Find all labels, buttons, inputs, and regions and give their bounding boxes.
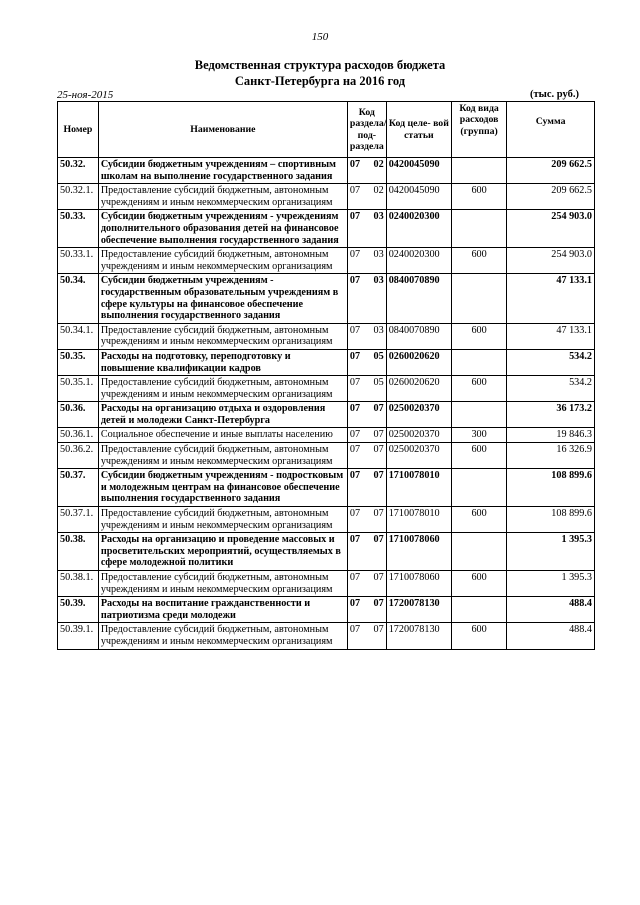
- row-section: 07: [349, 508, 361, 520]
- page-number: 150: [311, 31, 329, 43]
- table-row: [58, 210, 595, 248]
- row-name: Предоставление субсидий бюджетным, автономным учреждениям и иным некоммерческим организациям: [98, 376, 347, 402]
- row-group-code: 600: [452, 376, 507, 402]
- row-section: 07: [349, 444, 361, 456]
- row-subsection: 03: [373, 324, 384, 336]
- row-number: 50.34.: [58, 274, 99, 323]
- row-number: 50.32.: [58, 158, 99, 184]
- row-sum: 534.2: [507, 349, 595, 375]
- row-sum: 36 173.2: [507, 402, 595, 428]
- row-number: 50.39.1.: [58, 623, 99, 649]
- row-target-code: 1710078010: [386, 469, 451, 507]
- row-name: Предоставление субсидий бюджетным, автономным учреждениям и иным некоммерческим организациям: [98, 248, 347, 274]
- table-row: [58, 323, 595, 349]
- row-section: 07: [349, 534, 361, 546]
- row-target-code: 1710078060: [386, 533, 451, 571]
- row-subsection: 02: [373, 185, 384, 197]
- table-row: [58, 469, 595, 507]
- row-group-code: [452, 349, 507, 375]
- table-row: [58, 376, 595, 402]
- row-target-code: 0260020620: [386, 376, 451, 402]
- row-name: Предоставление субсидий бюджетным, автономным учреждениям и иным некоммерческим организациям: [98, 507, 347, 533]
- row-target-code: 1720078130: [386, 623, 451, 649]
- row-subsection: 07: [373, 444, 384, 456]
- row-section-code: [347, 402, 386, 428]
- row-subsection: 03: [373, 211, 384, 223]
- row-sum: 488.4: [507, 623, 595, 649]
- row-name: Предоставление субсидий бюджетным, автономным учреждениям и иным некоммерческим организациям: [98, 323, 347, 349]
- header-group: Код вида расходов (группа): [452, 102, 507, 158]
- budget-table: [57, 101, 595, 650]
- row-sum: 254 903.0: [507, 210, 595, 248]
- row-name: Расходы на подготовку, переподготовку и повышение квалификации кадров: [98, 349, 347, 375]
- row-group-code: [452, 274, 507, 323]
- row-section-code: [347, 323, 386, 349]
- row-subsection: 05: [373, 377, 384, 389]
- row-name: Субсидии бюджетным учреждениям - учреждениям дополнительного образования детей на финансовое обеспечение выполнения государственного задания: [98, 210, 347, 248]
- row-number: 50.37.: [58, 469, 99, 507]
- table-row: [58, 443, 595, 469]
- row-section: 07: [349, 470, 361, 482]
- header-name: Наименование: [98, 102, 347, 158]
- row-section: 07: [349, 159, 361, 170]
- row-section-code: [347, 210, 386, 248]
- row-group-code: 600: [452, 184, 507, 210]
- row-number: 50.32.1.: [58, 184, 99, 210]
- row-name: Расходы на воспитание гражданственности и патриотизма среди молодежи: [98, 597, 347, 623]
- row-target-code: 1710078010: [386, 507, 451, 533]
- row-number: 50.33.1.: [58, 248, 99, 274]
- row-section-code: [347, 533, 386, 571]
- row-section-code: [347, 443, 386, 469]
- table-header-row: [58, 102, 595, 158]
- row-sum: 534.2: [507, 376, 595, 402]
- row-group-code: 600: [452, 248, 507, 274]
- row-name: Социальное обеспечение и иные выплаты населению: [98, 428, 347, 443]
- row-target-code: 0420045090: [386, 184, 451, 210]
- row-target-code: 0250020370: [386, 443, 451, 469]
- row-sum: 254 903.0: [507, 248, 595, 274]
- table-row: [58, 428, 595, 443]
- header-sum: Сумма: [507, 102, 595, 158]
- row-number: 50.38.1.: [58, 571, 99, 597]
- row-name: Предоставление субсидий бюджетным, автономным учреждениям и иным некоммерческим организациям: [98, 623, 347, 649]
- row-section-code: [347, 507, 386, 533]
- row-group-code: 600: [452, 507, 507, 533]
- row-target-code: 0840070890: [386, 274, 451, 323]
- row-target-code: 0420045090: [386, 158, 451, 184]
- row-section-code: [347, 376, 386, 402]
- row-section: 07: [349, 598, 361, 610]
- row-target-code: 0250020370: [386, 428, 451, 443]
- row-section: 07: [349, 350, 361, 362]
- row-subsection: 07: [373, 429, 384, 441]
- row-subsection: 07: [373, 403, 384, 415]
- row-target-code: 0240020300: [386, 210, 451, 248]
- row-section-code: [347, 571, 386, 597]
- row-section: 07: [349, 572, 361, 583]
- row-name: Предоставление субсидий бюджетным, автономным учреждениям и иным некоммерческим организациям: [98, 571, 347, 597]
- row-section: 07: [349, 185, 361, 197]
- row-subsection: 07: [373, 534, 384, 546]
- row-target-code: 1720078130: [386, 597, 451, 623]
- table-row: [58, 533, 595, 571]
- table-row: [58, 597, 595, 623]
- row-group-code: 600: [452, 571, 507, 597]
- row-section-code: [347, 274, 386, 323]
- row-section: 07: [349, 429, 361, 441]
- row-subsection: 07: [373, 598, 384, 610]
- table-row: [58, 571, 595, 597]
- table-body: [58, 158, 595, 650]
- row-number: 50.36.: [58, 402, 99, 428]
- row-name: Субсидии бюджетным учреждениям - подростковым и молодежным центрам на финансовое обеспечение выполнения государственного задания: [98, 469, 347, 507]
- row-section: 07: [349, 211, 361, 223]
- row-section: 07: [349, 249, 361, 261]
- row-sum: 16 326.9: [507, 443, 595, 469]
- row-subsection: 05: [373, 350, 384, 362]
- row-name: Субсидии бюджетным учреждениям - государственным образовательным учреждениям в сфере культуры на финансовое обеспечение выполнения государственного задания: [98, 274, 347, 323]
- row-group-code: [452, 210, 507, 248]
- row-number: 50.36.1.: [58, 428, 99, 443]
- row-name: Предоставление субсидий бюджетным, автономным учреждениям и иным некоммерческим организациям: [98, 184, 347, 210]
- row-sum: 209 662.5: [507, 184, 595, 210]
- table-row: [58, 158, 595, 184]
- table-row: [58, 402, 595, 428]
- row-sum: 108 899.6: [507, 507, 595, 533]
- row-target-code: 1710078060: [386, 571, 451, 597]
- row-section-code: [347, 158, 386, 184]
- row-group-code: [452, 533, 507, 571]
- row-sum: 19 846.3: [507, 428, 595, 443]
- row-section: 07: [349, 403, 361, 415]
- row-sum: 108 899.6: [507, 469, 595, 507]
- row-sum: 1 395.3: [507, 571, 595, 597]
- header-target: Код целе- вой статьи: [386, 102, 451, 158]
- row-group-code: [452, 469, 507, 507]
- row-sum: 1 395.3: [507, 533, 595, 571]
- row-sum: 488.4: [507, 597, 595, 623]
- row-target-code: 0840070890: [386, 323, 451, 349]
- row-number: 50.39.: [58, 597, 99, 623]
- row-subsection: 07: [373, 508, 384, 520]
- row-sum: 47 133.1: [507, 274, 595, 323]
- row-section-code: [347, 469, 386, 507]
- row-section: 07: [349, 324, 361, 336]
- row-section: 07: [349, 377, 361, 389]
- table-row: [58, 507, 595, 533]
- row-group-code: [452, 158, 507, 184]
- row-name: Расходы на организацию отдыха и оздоровления детей и молодежи Санкт-Петербурга: [98, 402, 347, 428]
- row-section: 07: [349, 624, 361, 636]
- row-section: 07: [349, 275, 361, 287]
- row-name: Расходы на организацию и проведение массовых и просветительских мероприятий, осуществляемых в сфере молодежной политики: [98, 533, 347, 571]
- row-target-code: 0260020620: [386, 349, 451, 375]
- row-number: 50.36.2.: [58, 443, 99, 469]
- units-label: (тыс. руб.): [530, 89, 579, 100]
- title-line-2: Санкт-Петербурга на 2016 год: [234, 74, 406, 88]
- row-target-code: 0240020300: [386, 248, 451, 274]
- table-row: [58, 349, 595, 375]
- table-row: [58, 274, 595, 323]
- row-group-code: 600: [452, 323, 507, 349]
- table-row: [58, 248, 595, 274]
- document-title: [0, 57, 640, 89]
- row-sum: 47 133.1: [507, 323, 595, 349]
- row-group-code: 600: [452, 623, 507, 649]
- row-number: 50.35.1.: [58, 376, 99, 402]
- document-date: 25-ноя-2015: [57, 89, 114, 101]
- row-section-code: [347, 428, 386, 443]
- row-subsection: 03: [373, 275, 384, 287]
- row-number: 50.38.: [58, 533, 99, 571]
- table-row: [58, 623, 595, 649]
- row-subsection: 02: [373, 159, 384, 170]
- row-section-code: [347, 184, 386, 210]
- row-section-code: [347, 248, 386, 274]
- row-target-code: 0250020370: [386, 402, 451, 428]
- row-number: 50.35.: [58, 349, 99, 375]
- row-group-code: 300: [452, 428, 507, 443]
- row-section-code: [347, 349, 386, 375]
- row-group-code: 600: [452, 443, 507, 469]
- row-subsection: 07: [373, 572, 384, 583]
- row-group-code: [452, 597, 507, 623]
- header-number: Номер: [58, 102, 99, 158]
- row-section-code: [347, 623, 386, 649]
- row-number: 50.34.1.: [58, 323, 99, 349]
- row-sum: 209 662.5: [507, 158, 595, 184]
- row-group-code: [452, 402, 507, 428]
- row-number: 50.37.1.: [58, 507, 99, 533]
- row-section-code: [347, 597, 386, 623]
- header-section: Код раздела/ под- раздела: [347, 102, 386, 158]
- row-name: Субсидии бюджетным учреждениям – спортивным школам на выполнение государственного задания: [98, 158, 347, 184]
- row-name: Предоставление субсидий бюджетным, автономным учреждениям и иным некоммерческим организациям: [98, 443, 347, 469]
- row-subsection: 07: [373, 470, 384, 482]
- row-subsection: 03: [373, 249, 384, 261]
- row-number: 50.33.: [58, 210, 99, 248]
- table-row: [58, 184, 595, 210]
- title-line-1: Ведомственная структура расходов бюджета: [194, 58, 446, 72]
- row-subsection: 07: [373, 624, 384, 636]
